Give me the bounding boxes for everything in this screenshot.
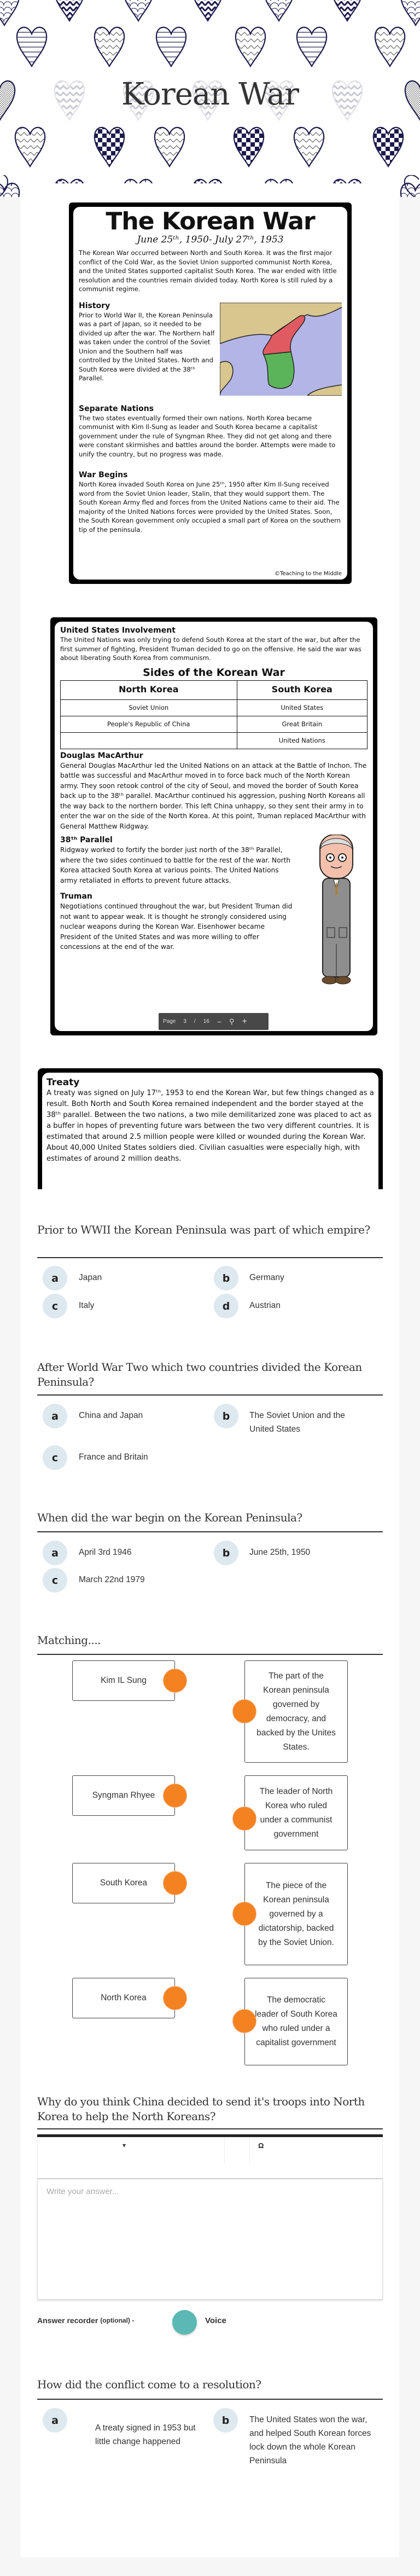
worksheet-page-3	[50, 617, 377, 1035]
option-d-badge[interactable]: d	[214, 1294, 238, 1318]
worksheet-page-1	[69, 202, 352, 584]
match-left-item[interactable]: Kim IL Sung	[72, 1660, 175, 1701]
heart-pattern-icon	[260, 180, 299, 197]
option-text[interactable]: Germany	[249, 1273, 284, 1282]
recorder-optional: (optional) -	[100, 2317, 135, 2324]
table-row	[61, 732, 368, 749]
separate-nations-text: The two states eventually formed their own nations. North Korea became communist with Kim Il-Sung as leader and South Korea became a capitalist government under the rule of Syngman Rhee. They did not get along and there were constant skirmishes and battles around the border. Attempts were made to unify the country, but no progress was made.	[79, 414, 336, 458]
heart-pattern-icon	[189, 180, 228, 197]
option-a-badge[interactable]: a	[43, 2408, 67, 2433]
voice-label[interactable]: Voice	[205, 2316, 226, 2325]
heart-pattern-icon	[332, 0, 362, 21]
heart-pattern-icon	[329, 180, 367, 197]
question-title: How did the conflict come to a resolution?	[37, 2378, 261, 2391]
table-header: South Korea	[237, 680, 367, 699]
heart-pattern-icon	[193, 0, 223, 21]
heart-pattern-icon	[124, 0, 153, 21]
sides-table	[60, 680, 368, 749]
pdf-viewer-toolbar	[159, 1013, 269, 1030]
page-label: Page	[163, 1018, 176, 1024]
truman-text: Negotiations continued throughout the war, but President Truman did not want to appear weak. It is thought he strongly considered using nuclear weapons during the Korean War. Eisenhower became President of the United States and was more willing to offer concessions at the end of the war.	[60, 902, 293, 951]
us-involvement-heading: United States Involvement	[60, 626, 176, 635]
heart-pattern-icon	[155, 128, 184, 166]
option-c-badge[interactable]: c	[43, 1294, 67, 1318]
zoom-icon[interactable]: ⚲	[229, 1017, 235, 1026]
match-right-item[interactable]: The piece of the Korean peninsula governed by a dictatorship, backed by the Soviet Union.	[244, 1863, 348, 1965]
us-involvement-text: The United Nations was only trying to defend South Korea at the start of the war, but after the first summer of fighting, President Truman decided to go on the offensive. He said the war was about liberating South Korea from communism.	[60, 636, 361, 662]
current-page[interactable]: 3	[183, 1018, 186, 1024]
match-connector-dot[interactable]	[232, 1699, 256, 1723]
option-text[interactable]: June 25th, 1950	[249, 1548, 311, 1557]
option-text[interactable]: Japan	[79, 1273, 102, 1282]
page-separator: /	[194, 1018, 196, 1024]
match-connector-dot[interactable]	[163, 1871, 187, 1895]
heart-pattern-icon	[0, 175, 16, 197]
table-header: North Korea	[61, 680, 237, 699]
special-character-button[interactable]: Ω	[258, 2141, 264, 2150]
heart-pattern-icon	[294, 128, 324, 166]
option-b-badge[interactable]: b	[213, 2408, 238, 2433]
war-begins-text: North Korea invaded South Korea on June 25ᵗʰ, 1950 after Kim Il-Sung received word from the Soviet Union leader, Stalin, that they would support them. The South Korean Army fled and forces from the United Nations came to their aid. The majority of the United Nations forces were provided by the United States. Soon, the South Korean government only occupied a small part of Korea on the southern tip of the peninsula.	[79, 481, 341, 534]
parallel-text: Ridgway worked to fortify the border just north of the 38ᵗʰ Parallel, where the two sides continued to battle for the rest of the war. North Korea attacked South Korea at various points. The United Nations army retaliated in efforts to prevent future attacks.	[60, 846, 291, 884]
divider	[37, 1257, 383, 1258]
match-right-item[interactable]: The part of the Korean peninsula governed by democracy, and backed by the Unites States.	[244, 1660, 348, 1763]
parallel-heading: 38ᵗʰ Parallel	[60, 836, 113, 844]
match-right-item[interactable]: The leader of North Korea who ruled under a communist government	[244, 1775, 348, 1850]
table-cell	[61, 732, 237, 749]
option-text[interactable]: A treaty signed in 1953 but little change happened	[95, 2423, 196, 2446]
heart-pattern-icon	[375, 27, 405, 66]
match-connector-dot[interactable]	[163, 1784, 187, 1808]
option-c-badge[interactable]: c	[43, 1568, 67, 1593]
total-pages: 16	[203, 1018, 209, 1024]
answer-textarea[interactable]: Write your answer...	[37, 2179, 383, 2300]
zoom-in-button[interactable]: +	[242, 1016, 247, 1026]
heart-pattern-icon	[156, 27, 186, 66]
table-cell: United States	[237, 699, 367, 716]
heart-pattern-icon	[404, 175, 420, 197]
match-connector-dot[interactable]	[232, 1902, 256, 1926]
question-title: Prior to WWII the Korean Peninsula was part of which empire?	[37, 1223, 370, 1236]
option-b-badge[interactable]: b	[214, 1266, 238, 1290]
history-heading: History	[79, 301, 110, 310]
match-right-item[interactable]: The democratic leader of South Korea who ruled under a capitalist government	[244, 1978, 348, 2065]
table-row	[61, 716, 368, 732]
worksheet-treaty	[38, 1068, 383, 1189]
heart-pattern-icon	[264, 0, 294, 21]
match-connector-dot[interactable]	[163, 1669, 187, 1693]
divider	[37, 1654, 383, 1655]
truman-heading: Truman	[60, 892, 92, 901]
table-cell: People's Republic of China	[61, 716, 237, 732]
hero-banner	[0, 0, 420, 197]
heart-pattern-icon	[234, 128, 264, 166]
treaty-heading: Treaty	[46, 1077, 80, 1088]
intro-text: The Korean War occurred between North and South Korea. It was the first major conflict of the Cold War, as the Soviet Union supported communist North Korea, and the United States supported capitalist South Korea. The war ended with little resolution and the countries remain divided today. North Korea is still ruled by a communist regime.	[79, 249, 337, 293]
table-cell: United Nations	[237, 732, 367, 749]
option-text[interactable]: Italy	[79, 1301, 95, 1310]
option-a-badge[interactable]: a	[43, 1404, 67, 1428]
history-text: Prior to World War II, the Korean Peninsula was a part of Japan, so it needed to be divided up after the war. The Northern half was taken under the control of the Soviet Union and the Southern half was controlled by the United States. North and South Korea were divided at the 38ᵗʰ Parallel.	[79, 311, 215, 382]
heart-pattern-icon	[15, 128, 45, 166]
option-text[interactable]: Austrian	[249, 1301, 281, 1310]
heart-pattern-icon	[0, 0, 19, 25]
heart-pattern-icon	[401, 0, 420, 25]
answer-recorder	[37, 2316, 134, 2325]
heart-pattern-icon	[374, 128, 403, 166]
option-text[interactable]: The Soviet Union and the United States	[249, 1411, 345, 1434]
divider	[37, 1394, 383, 1396]
korea-map-image	[220, 303, 342, 396]
question-title: When did the war begin on the Korean Peninsula?	[37, 1511, 302, 1524]
match-left-item[interactable]: South Korea	[72, 1863, 175, 1903]
option-text[interactable]: April 3rd 1946	[79, 1548, 132, 1557]
option-text[interactable]: The United States won the war, and helped South Korean forces lock down the whole Korean Peninsula	[249, 2415, 371, 2465]
editor-toolbar	[37, 2137, 383, 2179]
option-a-badge[interactable]: a	[43, 1541, 67, 1565]
option-b-badge[interactable]: b	[214, 1404, 238, 1428]
format-dropdown-arrow-icon[interactable]: ▾	[122, 2141, 126, 2149]
macarthur-heading: Douglas MacArthur	[60, 751, 143, 760]
option-text[interactable]: March 22nd 1979	[79, 1575, 145, 1584]
match-connector-dot[interactable]	[232, 2009, 256, 2033]
table-cell: Soviet Union	[61, 699, 237, 716]
heart-pattern-icon	[236, 27, 265, 66]
worksheet-date: June 25ᵗʰ, 1950- July 27ᵗʰ, 1953	[137, 234, 284, 245]
option-text[interactable]: China and Japan	[79, 1411, 143, 1420]
worksheet-title: The Korean War	[106, 207, 315, 235]
divider	[37, 1531, 383, 1532]
table-row	[61, 699, 368, 716]
macarthur-text: General Douglas MacArthur led the United Nations on an attack at the Battle of Inchon. The battle was successful and MacArthur moved in to force back much of the North Korean army. They soon retook control of the city of Seoul, and moved the border of South Korea back up to the 38ᵗʰ parallel. MacArthur continued his aggression, pushing North Koreans all the way back to the northern border. This left China unhappy, so they sent their army in to enter the war on the side of the North Korea. At this point, Truman replaced MacArthur with General Matthew Ridgway.	[60, 761, 367, 830]
match-connector-dot[interactable]	[163, 1986, 187, 2010]
toolbar-separator	[249, 2137, 250, 2164]
heart-pattern-icon	[95, 27, 124, 66]
table-cell: Great Britain	[237, 716, 367, 732]
heart-pattern-icon	[51, 180, 89, 197]
treaty-text: A treaty was signed on July 17ᵗʰ, 1953 to end the Korean War, but few things changed as a result. Both North and South Korea remained independent and the border stayed at the 38ᵗʰ parallel. Between the two nations, a two mile demilitarized zone was placed to act as a buffer in hopes of preventing future wars between the two very different countries. It is estimated that around 2.5 million people were killed or wounded during the Korean War. About 40,000 United States soldiers died. Civilian casualties were especially high, with estimates of around 2 million deaths.	[46, 1089, 374, 1163]
match-left-item[interactable]: Syngman Rhyee	[72, 1775, 175, 1816]
page-title: Korean War	[121, 77, 299, 112]
heart-pattern-icon	[17, 27, 46, 66]
match-left-item[interactable]: North Korea	[72, 1978, 175, 2018]
option-c-badge[interactable]: c	[43, 1445, 67, 1470]
toolbar-separator	[224, 2137, 225, 2164]
option-b-badge[interactable]: b	[214, 1541, 238, 1565]
voice-record-button[interactable]	[172, 2310, 197, 2335]
option-a-badge[interactable]: a	[43, 1266, 67, 1290]
heart-pattern-icon	[120, 180, 158, 197]
recorder-label: Answer recorder	[37, 2316, 98, 2325]
separate-nations-heading: Separate Nations	[79, 404, 154, 413]
match-connector-dot[interactable]	[232, 1807, 256, 1831]
question-title: After World War Two which two countries divided the Korean Peninsula?	[37, 1361, 362, 1388]
matching-title: Matching....	[37, 1634, 101, 1647]
war-begins-heading: War Begins	[79, 471, 128, 479]
divider	[37, 2399, 383, 2400]
zoom-out-button[interactable]: −	[217, 1017, 222, 1026]
sides-table-title: Sides of the Korean War	[143, 666, 285, 679]
question-title: Why do you think China decided to send it's troops into North Korea to help the North Koreans?	[37, 2095, 365, 2123]
copyright: ©Teaching to the Middle	[274, 570, 342, 577]
heart-pattern-icon	[95, 128, 124, 166]
heart-pattern-icon	[297, 27, 326, 66]
divider	[37, 2128, 383, 2129]
heart-pattern-icon	[55, 0, 84, 21]
option-text[interactable]: France and Britain	[79, 1452, 148, 1462]
ridgway-illustration	[312, 835, 361, 993]
